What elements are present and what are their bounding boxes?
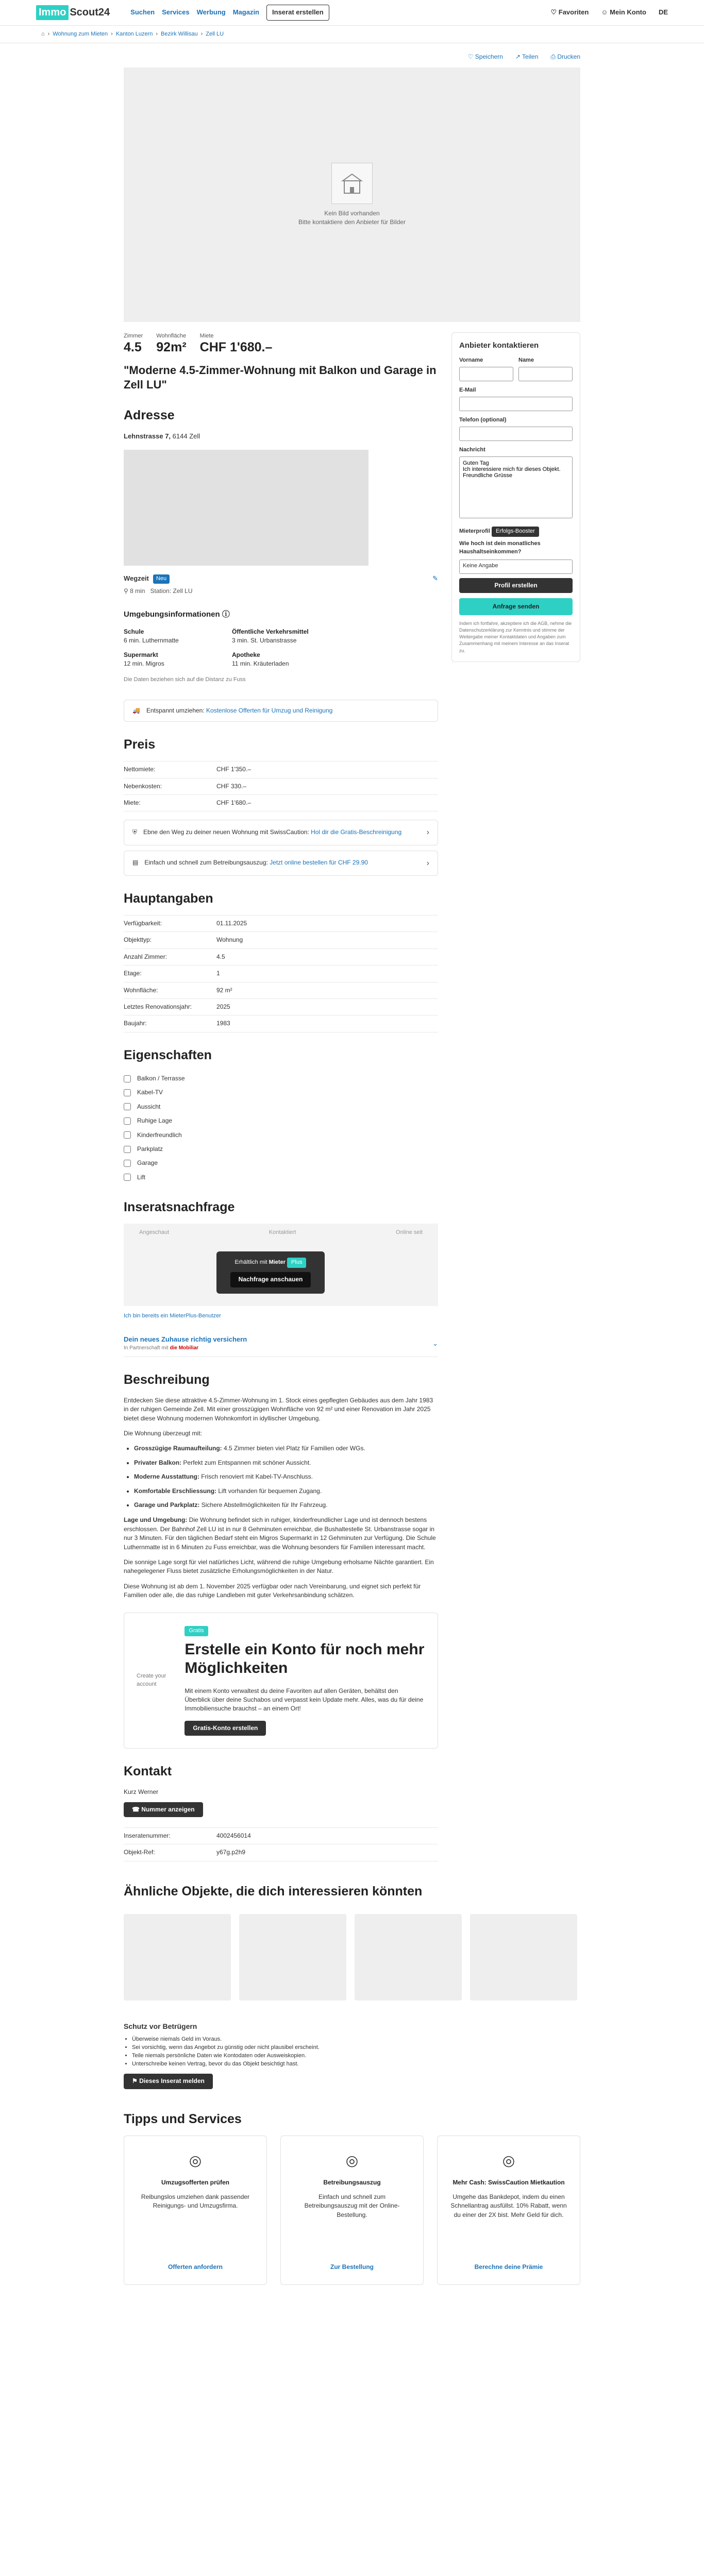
tip-link[interactable]: Berechne deine Prämie (474, 2263, 543, 2271)
property-item: Balkon / Terrasse (124, 1072, 438, 1086)
content-columns (124, 332, 580, 1861)
row-label: Baujahr: (124, 1015, 216, 1032)
swisscaution-box[interactable]: ⛨ Ebne den Weg zu deiner neuen Wohnung mit SwissCaution: Hol dir die Gratis-Beschreinigung › (124, 820, 438, 845)
row-value: 4.5 (216, 949, 438, 965)
send-inquiry-button[interactable]: Anfrage senden (459, 598, 573, 615)
tip-link[interactable]: Offerten anfordern (167, 2263, 223, 2271)
shield-icon: ◎ (502, 2152, 515, 2168)
row-value: CHF 1'680.– (216, 795, 438, 811)
mieterplus-card: Erhältlich mit Mieter Plus Nachfrage anschauen (216, 1251, 325, 1293)
account-promo: Create your account Gratis Erstelle ein Konto für noch mehr Möglichkeiten Mit einem Konto verwaltest du deine Favoriten auf allen Geräten, behältst den Überblick über deine Suchabos und verpasst kein Update mehr. Alles, was du für deine Immobiliensuche brauchst – an einem Ort! Gratis-Konto erstellen (124, 1613, 438, 1749)
language-switch[interactable]: DE (658, 8, 668, 16)
tips-heading: Tipps und Services (124, 2111, 242, 2126)
truck-icon: 🚚 (132, 706, 140, 714)
contact-sidebar (451, 332, 580, 1861)
list-item: • Garage und Parkplatz: Sichere Abstellmöglichkeiten für Ihr Fahrzeug. (134, 1501, 438, 1510)
tip-card: ◎ Umzugsofferten prüfen Reibungslos umziehen dank passender Reinigungs- und Umzugsfirma. Offerten anfordern (124, 2136, 267, 2285)
phone-field[interactable] (459, 427, 573, 441)
surroundings-note: Die Daten beziehen sich auf die Distanz zu Fuss (124, 676, 246, 683)
home-icon[interactable]: ⌂ (41, 30, 45, 37)
no-image-title: Kein Bild vorhanden (324, 210, 380, 217)
logo[interactable]: Immo Scout24 (36, 5, 110, 20)
show-number-button[interactable]: ☎ Nummer anzeigen (124, 1802, 203, 1817)
first-name-field[interactable] (459, 367, 513, 381)
share-button[interactable]: ↗ Teilen (515, 53, 539, 60)
poi-pharmacy: Apotheke 11 min. Kräuterladen (232, 651, 289, 668)
poi-transport: Öffentliche Verkehrsmittel 3 min. St. Urbanstrasse (232, 628, 309, 645)
chevron-right-icon: › (426, 828, 429, 837)
row-value: 1983 (216, 1015, 438, 1032)
address-text: Lehnstrasse 7, 6144 Zell (124, 432, 200, 440)
view-inquiry-button[interactable]: Nachfrage anschauen (230, 1272, 311, 1287)
main-facts-table (124, 915, 438, 1032)
contact-heading: Kontakt (124, 1764, 172, 1779)
create-listing-button[interactable]: Inserat erstellen (266, 5, 329, 21)
list-item: • Komfortable Erschliessung: Lift vorhanden für bequemen Zugang. (134, 1487, 438, 1496)
list-item: • Unterschreibe keinen Vertrag, bevor du das Objekt besichtigt hast. (132, 2060, 580, 2069)
surroundings-grid (124, 628, 438, 669)
fraud-box: Schutz vor Betrügern • Überweise niemals Geld im Voraus. • Sei vorsichtig, wenn das Angebot zu günstig oder nicht plausibel erscheint. • Teile niemals persönliche Daten wie Kontodaten oder Ausweiskopien. • Unterschreibe keinen Vertrag, bevor du das Objekt besichtigt hast. ⚑ Dieses Inserat melden (124, 2021, 580, 2089)
price-table (124, 761, 438, 811)
shield-icon: ⛨ (132, 828, 138, 836)
row-label: Objekttyp: (124, 932, 216, 948)
favorites-link[interactable]: ♡ Favoriten (550, 8, 589, 16)
email-field[interactable] (459, 397, 573, 411)
breadcrumb: ⌂ › Wohnung zum Mieten › Kanton Luzern › Bezirk Willisau › Zell LU (0, 26, 704, 43)
contact-name: Kurz Werner (124, 1788, 159, 1796)
properties-heading: Eigenschaften (124, 1047, 212, 1062)
row-label: Nebenkosten: (124, 778, 216, 795)
tips-cards (124, 2136, 580, 2285)
row-label: Miete: (124, 795, 216, 811)
surroundings-heading: Umgebungsinformationen ⓘ (124, 610, 230, 619)
list-item: • Teile niemals persönliche Daten wie Kontodaten oder Ausweiskopien. (132, 2052, 580, 2060)
checklist-icon: ◎ (189, 2152, 202, 2168)
row-label: Inseratenummer: (124, 1828, 216, 1844)
row-label: Letztes Renovationsjahr: (124, 999, 216, 1015)
fact-rooms: Zimmer 4.5 (124, 333, 143, 355)
account-link[interactable]: ☺ Mein Konto (601, 8, 646, 16)
breadcrumb-item[interactable]: Wohnung zum Mieten (53, 30, 108, 37)
create-account-button[interactable]: Gratis-Konto erstellen (185, 1721, 266, 1736)
fraud-tips (132, 2036, 580, 2069)
child-icon (124, 1131, 131, 1139)
inquiry-panel (124, 1224, 438, 1306)
row-value: 01.11.2025 (216, 916, 438, 932)
row-label: Anzahl Zimmer: (124, 949, 216, 965)
chevron-down-icon[interactable]: ⌄ (432, 1339, 438, 1347)
description-bullets (134, 1444, 438, 1510)
online-since-stat: Online seit (396, 1229, 423, 1236)
breadcrumb-item[interactable]: Kanton Luzern (115, 30, 153, 37)
report-listing-button[interactable]: ⚑ Dieses Inserat melden (124, 2074, 213, 2089)
similar-card[interactable] (470, 1914, 577, 2001)
lift-icon (124, 1174, 131, 1181)
breadcrumb-item[interactable]: Bezirk Willisau (161, 30, 198, 37)
key-facts (124, 332, 438, 354)
contacted-stat: Kontaktiert (269, 1229, 296, 1236)
header-right (550, 8, 668, 18)
document-icon: ▤ (132, 859, 139, 867)
move-banner[interactable]: 🚚 Entspannt umziehen: Kostenlose Offerten für Umzug und Reinigung (124, 700, 438, 722)
similar-card[interactable] (355, 1914, 462, 2001)
tv-icon (124, 1089, 131, 1096)
row-value: 1 (216, 965, 438, 982)
row-label: Wohnfläche: (124, 982, 216, 999)
main-nav (130, 5, 329, 21)
description: Entdecken Sie diese attraktive 4.5-Zimmer-Wohnung im 1. Stock eines gepflegten Gebäudes aus dem Jahr 1983 in der ruhigen Gemeinde Zell. Mit einer grosszügigen Wohnfläche von 92 m² und einer Renovation im Jahr 2025 bietet diese Wohnung modernen Wohnkomfort in idyllischer Umgebung. Die Wohnung überzeugt mit: • Grosszügige Raumaufteilung: 4.5 Zimmer bieten viel Platz für Familien oder WGs. • Privater Balkon: Perfekt zum Entspannen mit schöner Aussicht. • Moderne Ausstattung: Frisch renoviert mit Kabel-TV-Anschluss. • Komfortable Erschliessung: Lift vorhanden für bequemen Zugang. • Garage und Parkplatz: Sichere Abstellmöglichkeiten für Ihr Fahrzeug. Lage und Umgebung: Die Wohnung befindet sich in ruhiger, kinderfreundlicher Lage und ist dennoch bestens erschlossen. Der Bahnhof Zell LU ist in nur 8 Gehminuten erreichbar, die Bushaltestelle St. Urbanstrasse sogar in nur 3 Minuten. Für den täglichen Bedarf steht ein Migros Supermarkt in 12 Gehminuten zur Verfügung. Die Schule Luthernmatte ist in 6 Minuten zu Fuss erreichbar, was die Wohnung besonders für Familien interessant macht. Die sonnige Lage sorgt für viel natürliches Licht, während die ruhige Umgebung erholsame Nächte garantiert. Ein nahegelegener Fluss bietet zusätzliche Erholungsmöglichkeiten in der Natur. Diese Wohnung ist ab dem 1. November 2025 verfügbar oder nach Vereinbarung, und eignet sich perfekt für Familien oder alle, die das ruhige Landleben mit guter Verkehrsanbindung schätzen. (124, 1396, 438, 1600)
list-item: • Sei vorsichtig, wenn das Angebot zu günstig oder nicht plausibel erscheint. (132, 2044, 580, 2052)
listing-title: "Moderne 4.5-Zimmer-Wohnung mit Balkon und Garage in Zell LU" (124, 363, 437, 392)
main-column (124, 332, 438, 1861)
promo-title: Erstelle ein Konto für noch mehr Möglichkeiten (185, 1640, 425, 1676)
commute: Wegzeit Neu ✎ (124, 574, 438, 584)
insurance-banner[interactable]: Dein neues Zuhause richtig versichern In Partnerschaft mit die Mobiliar ⌄ (124, 1331, 438, 1357)
message-field[interactable] (459, 456, 573, 518)
promo-image: Create your account (137, 1672, 166, 1687)
property-item: Lift (124, 1171, 438, 1184)
poi-school: Schule 6 min. Luthernmatte (124, 628, 179, 645)
income-select[interactable]: Keine Angabe (459, 560, 573, 574)
parking-icon (124, 1146, 131, 1153)
new-badge: Neu (153, 574, 170, 584)
view-icon (124, 1103, 131, 1110)
poi-supermarket: Supermarkt 12 min. Migros (124, 651, 164, 668)
row-value: CHF 1'350.– (216, 761, 438, 778)
row-value: 92 m² (216, 982, 438, 999)
contact-form: Anbieter kontaktieren Vorname Name E-Mail Telefon (optional) Nachricht Guten Tag Ich interessiere mich für dieses Objekt. Freundliche Grüsse Mieterprofil Erfolgs-Booster Wie hoch ist dein monatliches Haushaltseinkommen? Keine Angabe Profil erstellen Anfrage senden Indem ich fortfahre, akzeptiere ich die AGB, nehme die Datenschutzerklärung zur Kenntnis und stimme der Weitergabe meiner Kontaktdaten und Angaben zum Zusammenhang mit meinem Interesse an das Inserat zu. (451, 332, 580, 662)
no-image-subtitle: Bitte kontaktiere den Anbieter für Bilder (298, 218, 406, 226)
row-value: Wohnung (216, 932, 438, 948)
price-heading: Preis (124, 737, 156, 752)
similar-card[interactable] (239, 1914, 346, 2001)
description-heading: Beschreibung (124, 1372, 210, 1387)
chevron-right-icon: › (426, 858, 429, 868)
balcony-icon (124, 1075, 131, 1082)
map-preview[interactable] (124, 450, 368, 566)
row-label: Nettomiete: (124, 761, 216, 778)
poi-empty (340, 628, 438, 646)
similar-listings (124, 1914, 580, 2001)
row-label: Etage: (124, 965, 216, 982)
row-label: Objekt-Ref: (124, 1844, 216, 1861)
extract-box[interactable]: ▤ Einfach und schnell zum Betreibungsauszug: Jetzt online bestellen für CHF 29.90 › (124, 851, 438, 876)
commute-detail: ⚲ 8 min Station: Zell LU (124, 587, 193, 595)
row-value: y67g.p2h9 (216, 1844, 438, 1861)
listing-page (124, 43, 580, 2285)
address-heading: Adresse (124, 408, 175, 423)
print-button[interactable]: ⎙ Drucken (550, 53, 580, 60)
property-item: Kabel-TV (124, 1086, 438, 1099)
similar-card[interactable] (124, 1914, 231, 2001)
image-gallery[interactable] (124, 67, 580, 322)
tip-link[interactable]: Zur Bestellung (330, 2263, 374, 2271)
row-value: CHF 330.– (216, 778, 438, 795)
fact-rent: Miete CHF 1'680.– (199, 333, 273, 355)
list-item: • Moderne Ausstattung: Frisch renoviert mit Kabel-TV-Anschluss. (134, 1472, 438, 1481)
listing-actions (124, 43, 580, 67)
fact-area: Wohnfläche 92m² (156, 333, 187, 355)
info-icon[interactable]: ⓘ (222, 610, 230, 619)
viewed-stat: Angeschaut (139, 1229, 170, 1236)
edit-icon[interactable]: ✎ (432, 574, 438, 583)
main-facts-heading: Hauptangaben (124, 891, 213, 906)
list-item: • Grosszügige Raumaufteilung: 4.5 Zimmer bieten viel Platz für Familien oder WGs. (134, 1444, 438, 1453)
nav-werbung[interactable]: Werbung (196, 8, 226, 16)
row-label: Verfügbarkeit: (124, 916, 216, 932)
breadcrumb-item[interactable]: Zell LU (206, 30, 224, 37)
tip-card: ◎ Betreibungsauszug Einfach und schnell zum Betreibungsauszug mit der Online-Bestellung. Zur Bestellung (280, 2136, 424, 2285)
quiet-icon (124, 1117, 131, 1125)
nav-services[interactable]: Services (162, 8, 190, 16)
property-item: Aussicht (124, 1100, 438, 1114)
badge-icon: ◎ (345, 2152, 359, 2168)
tip-card: ◎ Mehr Cash: SwissCaution Mietkaution Umgehe das Bankdepot, indem du einen Schnellantrag ausfüllst. 10% Rabatt, wenn du einer der 2X bist. Mehr Geld für dich. Berechne deine Prämie (437, 2136, 580, 2285)
garage-icon (124, 1160, 131, 1167)
similar-heading: Ähnliche Objekte, die dich interessieren könnten (124, 1884, 423, 1899)
list-item: • Überweise niemals Geld im Voraus. (132, 2036, 580, 2044)
property-item: Garage (124, 1156, 438, 1170)
create-profile-button[interactable]: Profil erstellen (459, 578, 573, 593)
property-item: Parkplatz (124, 1142, 438, 1156)
contact-table (124, 1827, 438, 1861)
property-item: Ruhige Lage (124, 1114, 438, 1128)
free-badge: Gratis (185, 1626, 208, 1636)
nav-magazin[interactable]: Magazin (232, 8, 260, 16)
mieterplus-link[interactable]: Ich bin bereits ein MieterPlus-Benutzer (124, 1313, 221, 1319)
save-button[interactable]: ♡ Speichern (467, 53, 503, 60)
property-item: Kinderfreundlich (124, 1128, 438, 1142)
row-value: 4002456014 (216, 1828, 438, 1844)
site-header (0, 0, 704, 26)
row-value: 2025 (216, 999, 438, 1015)
properties-list (124, 1072, 438, 1184)
inquiry-heading: Inseratsnachfrage (124, 1200, 235, 1215)
last-name-field[interactable] (518, 367, 573, 381)
list-item: • Privater Balkon: Perfekt zum Entspannen mit schöner Aussicht. (134, 1459, 438, 1467)
building-placeholder-icon (331, 163, 373, 204)
nav-suchen[interactable]: Suchen (130, 8, 155, 16)
